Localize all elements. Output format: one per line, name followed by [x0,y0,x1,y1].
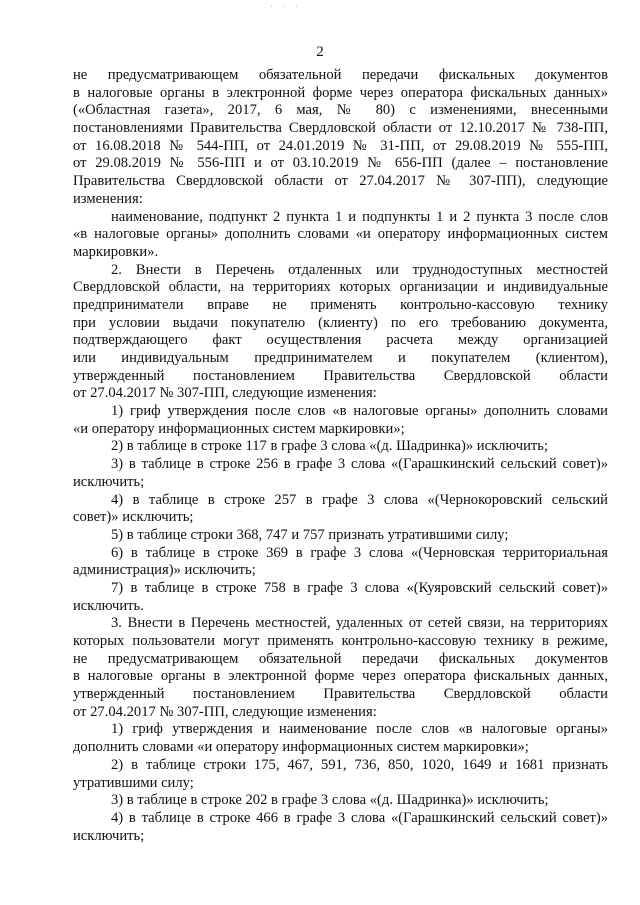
text-line: маркировки». [73,243,159,260]
text-line: изменения: [73,190,143,207]
text-line: не предусматривающем обязательной передачи фискальных документов [73,650,608,667]
text-line: 3. Внести в Перечень местностей, удаленных от сетей связи, на территориях [111,615,608,632]
text-line: 3) в таблице в строке 202 в графе 3 слова «(д. Шадринка)» исключить; [111,792,549,809]
text-line: 7) в таблице в строке 758 в графе 3 слова «(Куяровский сельский совет)» [111,579,608,596]
text-line: 3) в таблице в строке 256 в графе 3 слова «(Гарашкинский сельский совет)» [111,456,608,473]
text-line: 2) в таблице строки 175, 467, 591, 736, 850, 1020, 1649 и 1681 признать [111,756,608,773]
text-line: 6) в таблице в строке 369 в графе 3 слова «(Черновская территориальная [111,544,608,561]
text-line: администрация)» исключить; [73,562,256,579]
text-line: Правительства Свердловской области от 27.04.2017 № 307-ПП), следующие [73,173,608,190]
text-line: 5) в таблице строки 368, 747 и 757 признать утратившими силу; [111,526,509,543]
text-line: 4) в таблице в строке 466 в графе 3 слова «(Гарашкинский сельский совет)» [111,809,608,826]
text-line: совет)» исключить; [73,509,194,526]
text-line: 2) в таблице в строке 117 в графе 3 слова «(д. Шадринка)» исключить; [111,438,549,455]
text-line: от 29.08.2019 № 556-ПП и от 03.10.2019 № 656-ПП (далее – постановление [73,155,608,172]
text-line: предприниматели вправе не применять контрольно-кассовую технику [73,296,608,313]
text-line: («Областная газета», 2017, 6 мая, № 80) с изменениями, внесенными [73,102,608,119]
text-line: «в налоговые органы» дополнить словами «и оператору информационных систем [73,226,608,243]
text-line: исключить; [73,827,145,844]
text-line: или индивидуальным предпринимателем и покупателем (клиентом), [73,350,608,366]
text-line: не предусматривающем обязательной передачи фискальных документов [73,67,608,83]
scan-mark: · · · [270,2,302,11]
text-line: от 27.04.2017 № 307-ПП, следующие изменения: [73,385,377,402]
text-line: «и оператору информационных систем маркировки»; [73,420,405,437]
text-line: наименование, подпункт 2 пункта 1 и подпункты 1 и 2 пункта 3 после слов [111,208,608,225]
document-body [73,67,608,845]
text-line: утвержденный постановлением Правительства Свердловской области [73,367,608,384]
text-line: 1) гриф утверждения и наименование после слов «в налоговые органы» [111,721,608,738]
text-line: постановлениями Правительства Свердловской области от 12.10.2017 № 738-ПП, [73,120,608,137]
text-line: исключить. [73,597,144,614]
text-line: подтверждающего факт осуществления расчета между организацией [73,332,608,349]
text-line: от 27.04.2017 № 307-ПП, следующие изменения: [73,703,377,720]
text-line: 1) гриф утверждения после слов «в налоговые органы» дополнить словами [111,403,608,420]
text-line: 4) в таблице в строке 257 в графе 3 слова «(Чернокоровский сельский [111,491,608,508]
text-line: которых пользователи могут применять контрольно-кассовую технику в режиме, [73,633,608,649]
text-line: 2. Внести в Перечень отдаленных или труднодоступных местностей [111,261,608,278]
text-line: от 16.08.2018 № 544-ПП, от 24.01.2019 № 31-ПП, от 29.08.2019 № 555-ПП, [73,137,608,154]
page-number: 2 [316,44,324,60]
text-line: в налоговые органы в электронной форме через оператора фискальных данных» [73,84,608,101]
text-line: в налоговые органы в электронной форме через оператора фискальных данных, [73,668,608,685]
text-line: при условии выдачи покупателю (клиенту) по его требованию документа, [73,314,608,331]
text-line: утратившими силу; [73,774,194,791]
text-line: Свердловской области, на территориях которых организации и индивидуальные [73,279,608,296]
text-line: дополнить словами «и оператору информационных систем маркировки»; [73,739,529,756]
text-line: исключить; [73,473,145,490]
text-line: утвержденный постановлением Правительства Свердловской области [73,686,608,703]
